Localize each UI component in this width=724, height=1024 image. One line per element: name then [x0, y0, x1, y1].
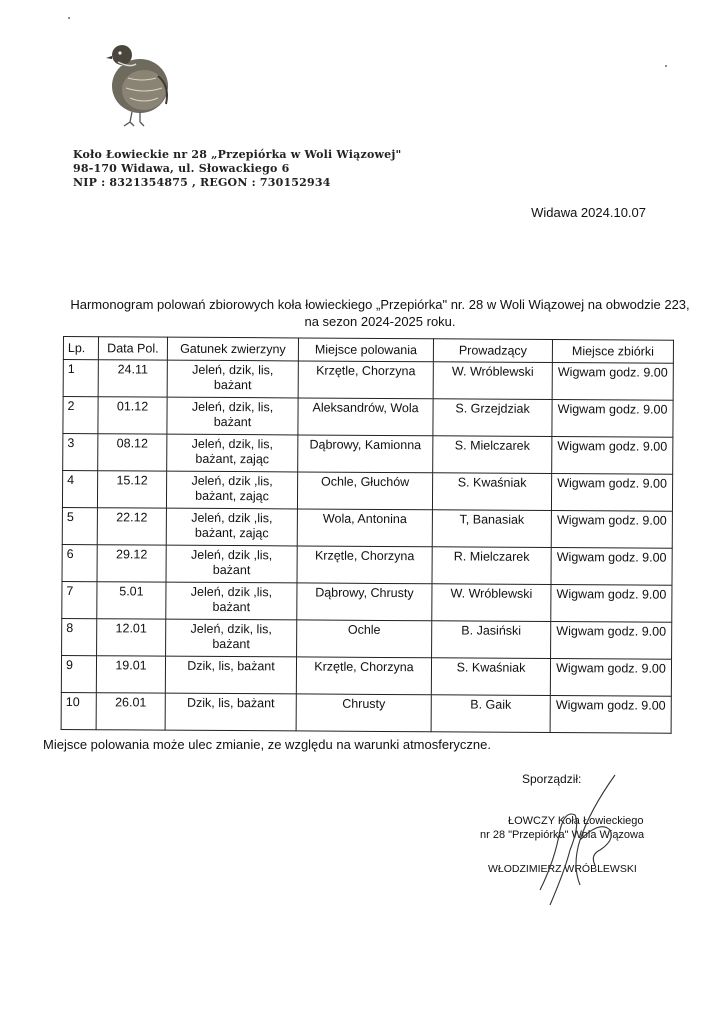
- cell-meeting-place: Wigwam godz. 9.00: [552, 436, 673, 474]
- table-row: [61, 655, 671, 696]
- handwritten-signature: [520, 770, 640, 910]
- cell-date: 24.11: [98, 360, 167, 397]
- stamp-line-1: ŁOWCZY Koła Łowieckiego: [508, 815, 644, 827]
- cell-meeting-place: Wigwam godz. 9.00: [551, 510, 672, 548]
- cell-species: Dzik, lis, bażant: [165, 656, 296, 694]
- cell-species: Jeleń, dzik ,lis, bażant, zając: [166, 508, 297, 546]
- quail-bird-icon: [100, 38, 180, 130]
- prepared-by-label: Sporządził:: [522, 772, 582, 786]
- header-meeting-place: Miejsce zbiórki: [552, 339, 673, 363]
- cell-meeting-place: Wigwam godz. 9.00: [551, 473, 672, 511]
- cell-species: Jeleń, dzik, lis, bażant, zając: [167, 434, 298, 472]
- cell-leader: B. Gaik: [431, 695, 550, 733]
- cell-lp: 7: [62, 581, 97, 618]
- cell-date: 12.01: [97, 619, 166, 656]
- cell-date: 26.01: [96, 693, 165, 730]
- table-row: [62, 618, 672, 659]
- organization-name: Koło Łowieckie nr 28 „Przepiórka w Woli Wiązowej": [73, 148, 402, 161]
- table-row: [62, 471, 672, 512]
- cell-lp: 2: [63, 397, 98, 434]
- cell-lp: 9: [61, 655, 96, 692]
- cell-species: Dzik, lis, bażant: [165, 693, 296, 731]
- cell-hunt-place: Wola, Antonina: [297, 509, 432, 547]
- intro-line-1: Harmonogram polowań zbiorowych koła łowieckiego „Przepiórka" nr. 28 w Woli Wiązowej na obwodzie 223,: [70, 297, 690, 312]
- organization-address: 98-170 Widawa, ul. Słowackiego 6: [73, 162, 290, 175]
- table-row: [63, 397, 673, 438]
- cell-leader: S. Mielczarek: [433, 436, 552, 474]
- cell-hunt-place: Krzętle, Chorzyna: [298, 361, 433, 399]
- table-row: [61, 692, 671, 733]
- hunting-schedule-table: [61, 336, 674, 734]
- cell-leader: S. Kwaśniak: [431, 658, 550, 696]
- cell-leader: R. Mielczarek: [432, 547, 551, 585]
- cell-species: Jeleń, dzik, lis, bażant: [167, 397, 298, 435]
- cell-hunt-place: Krzętle, Chorzyna: [296, 657, 431, 695]
- place-date: Widawa 2024.10.07: [531, 205, 646, 220]
- cell-meeting-place: Wigwam godz. 9.00: [550, 695, 671, 733]
- cell-lp: 4: [62, 471, 97, 508]
- header-date: Data Pol.: [98, 337, 167, 360]
- cell-date: 01.12: [98, 397, 167, 434]
- cell-meeting-place: Wigwam godz. 9.00: [551, 621, 672, 659]
- cell-hunt-place: Aleksandrów, Wola: [298, 398, 433, 436]
- cell-lp: 6: [62, 544, 97, 581]
- organization-header: [73, 148, 401, 190]
- table-body: [61, 360, 673, 734]
- scan-speck: [68, 17, 70, 19]
- cell-leader: W. Wróblewski: [433, 362, 552, 400]
- cell-hunt-place: Ochle, Głuchów: [297, 472, 432, 510]
- cell-meeting-place: Wigwam godz. 9.00: [550, 658, 671, 696]
- cell-leader: S. Kwaśniak: [432, 473, 551, 511]
- cell-lp: 3: [63, 434, 98, 471]
- cell-leader: B. Jasiński: [432, 621, 551, 659]
- cell-meeting-place: Wigwam godz. 9.00: [551, 584, 672, 622]
- cell-hunt-place: Dąbrowy, Kamionna: [298, 435, 433, 473]
- document-intro: [70, 296, 690, 330]
- stamp-line-2: nr 28 "Przepiórka" Wola Wiązowa: [480, 829, 645, 841]
- header-species: Gatunek zwierzyny: [167, 337, 298, 361]
- header-hunt-place: Miejsce polowania: [298, 338, 433, 362]
- cell-meeting-place: Wigwam godz. 9.00: [552, 362, 673, 400]
- cell-hunt-place: Chrusty: [296, 694, 431, 732]
- cell-leader: W. Wróblewski: [432, 584, 551, 622]
- table-row: [62, 507, 672, 548]
- cell-meeting-place: Wigwam godz. 9.00: [551, 547, 672, 585]
- cell-lp: 10: [61, 692, 96, 729]
- table-row: [63, 360, 673, 401]
- cell-meeting-place: Wigwam godz. 9.00: [552, 399, 673, 437]
- header-lp: Lp.: [63, 337, 98, 360]
- table-row: [62, 581, 672, 622]
- cell-date: 15.12: [97, 471, 166, 508]
- cell-date: 5.01: [97, 582, 166, 619]
- stamp-name: WŁODZIMIERZ WRÓBLEWSKI: [488, 863, 637, 875]
- weather-note: Miejsce polowania może ulec zmianie, ze względu na warunki atmosferyczne.: [43, 737, 491, 752]
- header-leader: Prowadzący: [433, 339, 552, 363]
- cell-date: 19.01: [96, 656, 165, 693]
- cell-hunt-place: Dąbrowy, Chrusty: [297, 583, 432, 621]
- cell-species: Jeleń, dzik, lis, bażant: [166, 619, 297, 657]
- cell-hunt-place: Krzętle, Chorzyna: [297, 546, 432, 584]
- cell-species: Jeleń, dzik ,lis, bażant, zając: [166, 471, 297, 509]
- organization-ids: NIP : 8321354875 , REGON : 730152934: [73, 176, 331, 189]
- cell-date: 22.12: [97, 508, 166, 545]
- cell-hunt-place: Ochle: [297, 620, 432, 658]
- cell-species: Jeleń, dzik ,lis, bażant: [166, 582, 297, 620]
- scan-speck: [665, 65, 667, 67]
- cell-species: Jeleń, dzik, lis, bażant: [167, 360, 298, 398]
- cell-leader: T, Banasiak: [432, 510, 551, 548]
- intro-line-2: na sezon 2024-2025 roku.: [304, 314, 456, 329]
- cell-date: 29.12: [97, 545, 166, 582]
- table-row: [62, 544, 672, 585]
- cell-date: 08.12: [98, 434, 167, 471]
- cell-species: Jeleń, dzik ,lis, bażant: [166, 545, 297, 583]
- cell-lp: 5: [62, 507, 97, 544]
- cell-leader: S. Grzejdziak: [433, 399, 552, 437]
- cell-lp: 1: [63, 360, 98, 397]
- cell-lp: 8: [62, 618, 97, 655]
- table-row: [63, 434, 673, 475]
